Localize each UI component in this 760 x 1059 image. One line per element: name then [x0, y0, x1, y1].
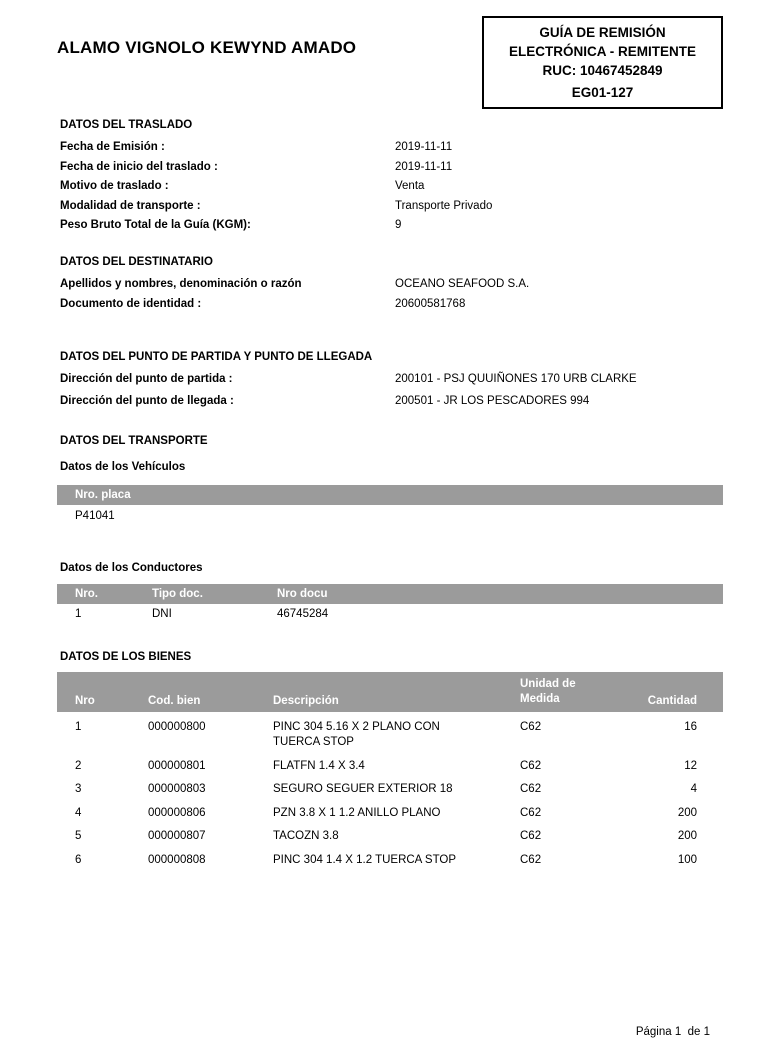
field-value: Transporte Privado: [395, 199, 493, 212]
field-row-motivo: [60, 180, 723, 200]
field-value: 200501 - JR LOS PESCADORES 994: [395, 395, 590, 407]
goods-header-cantidad: Cantidad: [647, 695, 697, 707]
field-value: 2019-11-11: [395, 141, 453, 153]
field-label: Modalidad de transporte :: [60, 199, 201, 212]
field-row-razon-social: [60, 278, 723, 298]
doc-box-line-1: GUÍA DE REMISIÓN: [539, 25, 666, 40]
field-value: 20600581768: [395, 297, 466, 310]
field-row-documento-identidad: [60, 298, 723, 318]
doc-box-series: EG01-127: [571, 85, 634, 100]
cell-unidad: C62: [520, 830, 542, 842]
goods-header-cod-bien: Cod. bien: [148, 695, 201, 707]
section-transporte: [57, 434, 723, 524]
section-traslado: [60, 118, 723, 239]
section-title-transporte: DATOS DEL TRANSPORTE: [60, 435, 208, 447]
vehicles-table-row: [57, 510, 723, 522]
cell-nro: 4: [75, 806, 82, 819]
field-row-modalidad: [60, 200, 723, 220]
field-row-punto-llegada: [60, 395, 723, 417]
field-value: Venta: [395, 180, 425, 192]
conductors-header-tipo-doc: Tipo doc.: [152, 588, 203, 600]
cell-cantidad: 100: [677, 853, 697, 866]
subtitle-conductores: Datos de los Conductores: [60, 562, 203, 574]
goods-row: [57, 853, 723, 868]
field-row-punto-partida: [60, 373, 723, 395]
cell-unidad: C62: [520, 806, 542, 819]
subtitle-vehiculos: Datos de los Vehículos: [60, 461, 186, 473]
goods-row: [57, 829, 723, 844]
page-number: Página 1 de 1: [635, 1026, 710, 1038]
field-label: Motivo de traslado :: [60, 180, 169, 192]
section-conductores: [57, 561, 723, 626]
field-label: Fecha de inicio del traslado :: [60, 160, 218, 173]
goods-row: [57, 782, 723, 797]
cell-cod-bien: 000000806: [148, 806, 206, 819]
cell-nro: 1: [75, 721, 82, 733]
company-name: ALAMO VIGNOLO KEWYND AMADO: [57, 38, 357, 57]
field-label: Dirección del punto de llegada :: [60, 395, 234, 407]
cell-descripcion: TACOZN 3.8: [273, 830, 339, 842]
goods-header-unidad-medida: Unidad de Medida: [520, 678, 576, 705]
field-label: Dirección del punto de partida :: [60, 373, 233, 385]
field-row-peso-bruto: [60, 219, 723, 239]
conductors-table-header: [57, 584, 723, 604]
doc-type-box: [482, 16, 723, 109]
goods-header-nro: Nro: [75, 695, 95, 707]
cell-tipo-doc: DNI: [152, 608, 172, 620]
cell-cantidad: 4: [690, 783, 697, 795]
field-label: Peso Bruto Total de la Guía (KGM):: [60, 219, 251, 231]
cell-cod-bien: 000000801: [148, 759, 206, 772]
conductors-header-nro-docu: Nro docu: [277, 588, 328, 600]
field-value: 200101 - PSJ QUUIÑONES 170 URB CLARKE: [395, 373, 637, 385]
cell-cantidad: 16: [684, 721, 697, 733]
field-value: 2019-11-11: [395, 160, 453, 173]
conductors-table-row: [57, 608, 723, 620]
cell-descripcion: FLATFN 1.4 X 3.4: [273, 759, 365, 772]
cell-placa: P41041: [75, 510, 115, 522]
cell-cantidad: 12: [684, 759, 697, 772]
field-label: Documento de identidad :: [60, 297, 202, 310]
vehicles-header-placa: Nro. placa: [75, 489, 131, 501]
field-label: Fecha de Emisión :: [60, 141, 165, 153]
section-title-puntos: DATOS DEL PUNTO DE PARTIDA Y PUNTO DE LLEGADA: [60, 351, 373, 363]
field-row-fecha-emision: [60, 141, 723, 161]
cell-cantidad: 200: [677, 806, 697, 819]
goods-table-header: [57, 672, 723, 712]
field-value: 9: [395, 219, 402, 231]
field-label: Apellidos y nombres, denominación o razón: [60, 278, 302, 290]
doc-box-ruc: RUC: 10467452849: [542, 63, 663, 78]
cell-nro: 5: [75, 830, 82, 842]
goods-header-descripcion: Descripción: [273, 695, 339, 707]
goods-row: [57, 806, 723, 821]
doc-box-line-2: ELECTRÓNICA - REMITENTE: [509, 44, 696, 59]
cell-unidad: C62: [520, 759, 542, 772]
section-destinatario: [60, 255, 723, 317]
cell-nro: 6: [75, 853, 82, 866]
conductors-header-nro: Nro.: [75, 588, 98, 600]
cell-descripcion: PINC 304 1.4 X 1.2 TUERCA STOP: [273, 853, 457, 866]
cell-cod-bien: 000000808: [148, 853, 206, 866]
cell-cod-bien: 000000803: [148, 783, 206, 795]
section-title-destinatario: DATOS DEL DESTINATARIO: [60, 256, 213, 268]
goods-row: [57, 720, 723, 750]
section-title-bienes: DATOS DE LOS BIENES: [60, 651, 192, 663]
section-bienes: [57, 650, 723, 880]
cell-descripcion: SEGURO SEGUER EXTERIOR 18: [273, 783, 453, 795]
field-value: OCEANO SEAFOOD S.A.: [395, 278, 530, 290]
cell-descripcion: PZN 3.8 X 1 1.2 ANILLO PLANO: [273, 806, 441, 819]
cell-nro: 1: [75, 608, 82, 620]
vehicles-table-header: [57, 485, 723, 505]
cell-cod-bien: 000000807: [148, 830, 206, 842]
cell-unidad: C62: [520, 783, 542, 795]
cell-nro: 2: [75, 759, 82, 772]
cell-nro: 3: [75, 783, 82, 795]
cell-cod-bien: 000000800: [148, 721, 206, 733]
cell-descripcion: PINC 304 5.16 X 2 PLANO CON TUERCA STOP: [273, 721, 440, 748]
cell-cantidad: 200: [677, 830, 697, 842]
goods-table-body: [57, 720, 723, 876]
cell-nro-docu: 46745284: [277, 608, 329, 620]
section-puntos: [60, 350, 723, 417]
field-row-fecha-inicio: [60, 161, 723, 181]
goods-row: [57, 759, 723, 774]
section-title-traslado: DATOS DEL TRASLADO: [60, 119, 193, 131]
cell-unidad: C62: [520, 721, 542, 733]
cell-unidad: C62: [520, 853, 542, 866]
